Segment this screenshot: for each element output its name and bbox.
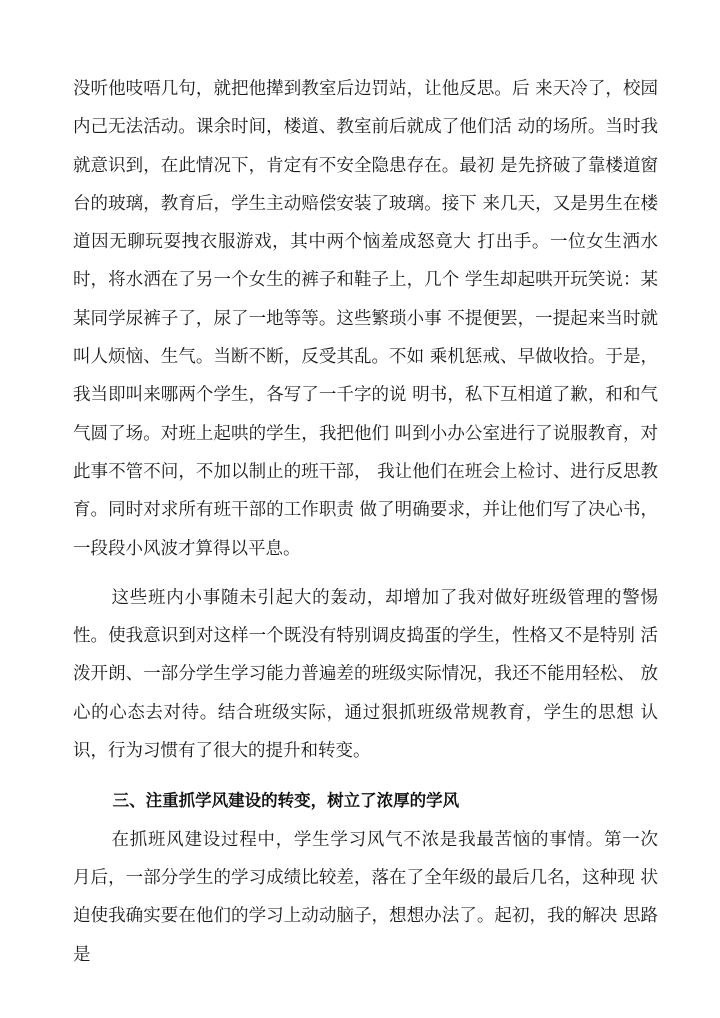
paragraph-1: 没听他吱唔几句，就把他撵到教室后边罚站，让他反思。后 来天冷了，校园内己无法活动。课余时间，楼道、教室前后就成了他们活 动的场所。当时我就意识到，在此情况下，肯定有不安全隐患存在。最初 是先挤破了靠楼道窗台的玻璃，教育后，学生主动赔偿安装了玻璃。接下 来几天，又是男生在楼道因无聊玩耍拽衣服游戏，其中两个恼羞成怒竟大 打出手。一位女生洒水时，将水洒在了另一个女生的裤子和鞋子上，几个 学生却起哄开玩笑说：某某同学尿裤子了，尿了一地等等。这些繁琐小事 不提便罢，一提起来当时就叫人烦恼、生气。当断不断，反受其乱。不如 乘机惩戒、早做收拾。于是，我当即叫来哪两个学生，各写了一千字的说 明书，私下互相道了歉，和和气气圆了场。对班上起哄的学生，我把他们 叫到小办公室进行了说服教育，对此事不管不问，不加以制止的班干部， 我让他们在班会上检讨、进行反思教育。同时对求所有班干部的工作职责 做了明确要求，并让他们写了决心书，一段段小风波才算得以平息。 bbox=[73, 79, 658, 559]
paragraph-3: 在抓班风建设过程中，学生学习风气不浓是我最苦恼的事情。第一次 月后，一部分学生的学习成绩比较差，落在了全年级的最后几名，这种现 状迫使我确实要在他们的学习上动动脑子，想想办法了。起初，我的解决 思路是 bbox=[73, 829, 658, 965]
document-body bbox=[73, 70, 658, 974]
paragraph-2: 这些班内小事随未引起大的轰动，却增加了我对做好班级管理的警惕 性。使我意识到对这样一个既没有特别调皮捣蛋的学生，性格又不是特别 活泼开朗、一部分学生学习能力普遍差的班级实际情况，我还不能用轻松、 放心的心态去对待。结合班级实际，通过狠抓班级常规教育，学生的思想 认识，行为习惯有了很大的提升和转变。 bbox=[73, 587, 658, 762]
section-heading-3: 三、注重抓学风建设的转变，树立了浓厚的学风 bbox=[112, 791, 460, 811]
